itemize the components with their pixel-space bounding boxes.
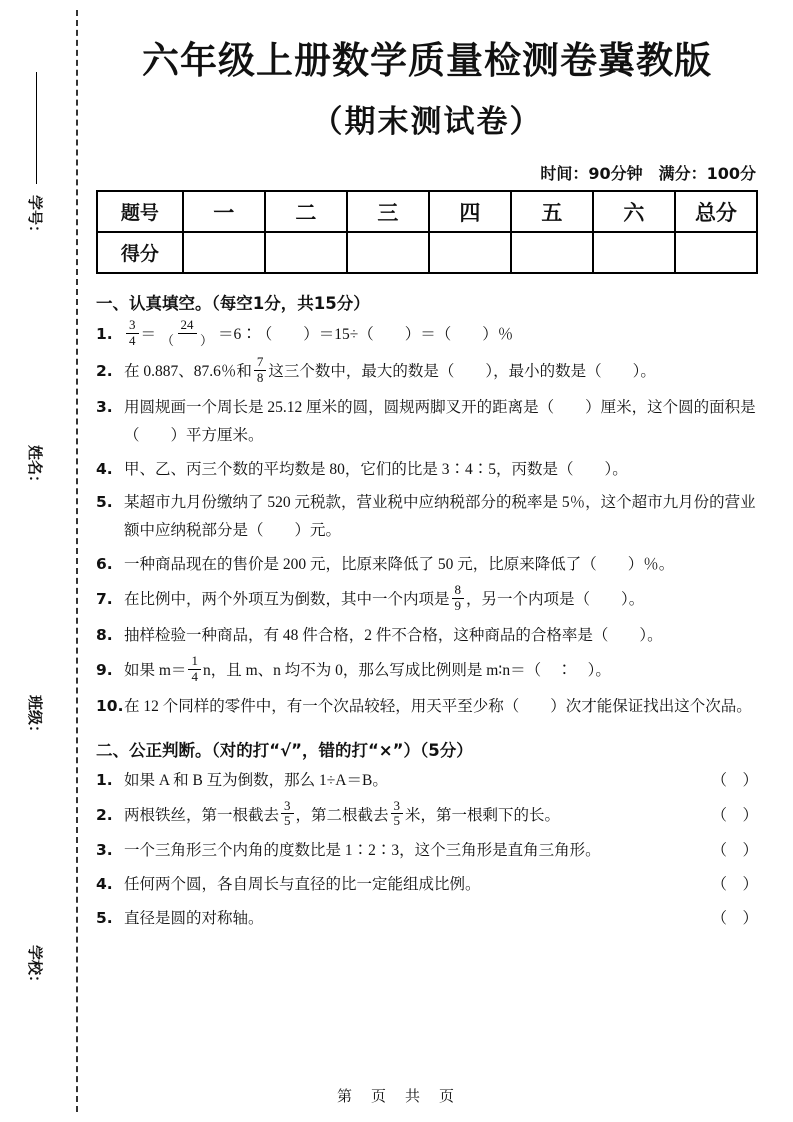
question-section [96,737,758,933]
fraction-denominator: 4 [129,332,136,348]
question-text: 在 12 个同样的零件中，有一个次品较轻，用天平至少称（ ）次才能保证找出这个次品。 [124,697,752,715]
question-item [96,582,758,616]
question-text: 一种商品现在的售价是 200 元，比原来降低了 50 元，比原来降低了（ ）％。 [124,556,675,574]
score-table-empty-cell [675,232,757,273]
score-table-question-column: 一 [183,191,265,232]
binding-dashed-line [76,10,78,1112]
question-section [96,290,758,721]
question-number: 4. [96,875,113,894]
question-number: 7. [96,590,113,609]
score-table-empty-cell [429,232,511,273]
fraction [254,355,267,386]
fraction-denominator: 5 [284,813,291,829]
fraction-numerator: 24 [178,318,197,334]
question-item [96,797,758,832]
question-number: 6. [96,555,113,574]
page-footer: 第 页 共 页 [336,1089,456,1105]
answer-bracket: （ ） [711,771,758,789]
question-number: 5. [96,909,113,928]
question-text: 抽样检验一种商品，有 48 件合格，2 件不合格，这种商品的合格率是（ ）。 [124,626,663,644]
score-table-empty-cell [183,232,265,273]
exam-content [96,0,758,939]
score-table-row-label: 得分 [97,232,183,273]
fraction-numerator: 3 [126,318,139,334]
question-text: 在比例中，两个外项互为倒数，其中一个内项是 $\frac{8}{9}$ ，另一个内项是（ ）。 [124,582,645,614]
exam-title: 六年级上册数学质量检测卷冀教版 [142,39,712,82]
score-table-empty-cell [511,232,593,273]
question-text: 直径是圆的对称轴。 [124,910,264,928]
score-table-question-column: 五 [511,191,593,232]
fraction [452,583,465,614]
answer-bracket: （ ） [711,806,758,824]
binding-margin [0,0,88,1122]
question-item [96,837,758,865]
question-text: 某超市九月份缴纳了 520 元税款，营业税中应纳税部分的税率是 5％，这个超市九月份的营业额中应纳税部分是（ ）元。 [124,494,756,540]
fraction-denominator: 8 [256,369,264,385]
exam-subtitle: （期末测试卷） [311,104,543,140]
score-table-question-column: 三 [347,191,429,232]
fraction [281,799,294,830]
fraction-numerator: 7 [254,355,267,371]
question-text: 甲、乙、丙三个数的平均数是 80，它们的比是 3∶4∶5，丙数是（ ）。 [124,460,628,478]
question-number: 1. [96,770,113,789]
fraction-numerator: 3 [391,799,404,815]
question-item [96,693,758,721]
question-text: 两根铁丝，第一根截去 $\frac{3}{5}$ ，第二根截去 $\frac{3}{5}$ 米，第一根剩下的长。 [124,797,561,829]
score-table-header-row [97,191,757,232]
fraction-denominator: （ ） [161,332,214,348]
margin-label: 学校： [26,945,44,991]
question-number: 4. [96,459,113,478]
score-table-empty-cell [265,232,347,273]
exam-time-score-info: 时间：90分钟 满分：100分 [540,164,756,183]
section-heading: 一、认真填空。（每空1分，共15分） [96,294,370,313]
question-sections [96,290,758,933]
question-item [96,551,758,579]
question-text: 用圆规画一个周长是 25.12 厘米的圆，圆规两脚叉开的距离是（ ）厘米，这个圆的面积是（ ）平方厘米。 [124,398,756,444]
margin-label: 学号： [26,195,44,241]
fraction-numerator: 1 [188,654,201,670]
question-text: 一个三角形三个内角的度数比是 1∶2∶3，这个三角形是直角三角形。 [124,842,601,860]
score-table-question-column: 四 [429,191,511,232]
fraction-numerator: 3 [281,799,294,815]
question-number: 2. [96,805,113,824]
question-text: 如果 m＝ $\frac{1}{4}$ n，且 m、n 均不为 0，那么写成比例则是 m∶n＝（ ∶ ）。 [124,652,611,684]
question-number: 5. [96,493,113,512]
margin-label: 姓名： [26,445,44,491]
fraction [391,799,404,830]
score-table-empty-cell [593,232,675,273]
section-heading: 二、公正判断。（对的打“√”，错的打“×”）（5分） [96,740,473,760]
question-item [96,456,758,484]
question-item [96,905,758,933]
question-item [96,489,758,545]
fraction [158,318,216,349]
score-table-score-row [97,232,757,273]
margin-label: 班级： [26,695,44,741]
question-number: 3. [96,397,113,416]
answer-bracket: （ ） [711,876,758,894]
fraction-denominator: 5 [393,813,401,829]
question-item [96,353,758,388]
answer-bracket: （ ） [711,910,758,928]
question-number: 8. [96,625,113,644]
question-number: 3. [96,841,113,860]
score-table-question-column: 二 [265,191,347,232]
question-text: $\frac{3}{4}$ ＝ $\frac{24}{( )}$ ＝6∶（ ）＝15÷（ ）＝（ ）％ [124,320,758,351]
question-text: 在 0.887、87.6％和 $\frac{7}{8}$ 这三个数中，最大的数是（ ），最小的数是（ ）。 [124,353,656,385]
answer-bracket: （ ） [711,842,758,860]
score-table-empty-cell [347,232,429,273]
fraction-denominator: 9 [454,598,462,614]
question-number: 2. [96,361,113,380]
score-table [96,190,758,274]
question-number: 10. [96,696,124,715]
question-text: 任何两个圆，各自周长与直径的比一定能组成比例。 [124,876,481,894]
fraction [188,654,201,685]
binding-top-line [36,72,37,184]
question-number: 1. [96,325,113,343]
score-table-row-label: 题号 [97,191,183,232]
question-number: 9. [96,660,113,679]
question-item [96,871,758,899]
fraction-numerator: 8 [452,583,465,599]
question-item [96,622,758,650]
question-item [96,394,758,450]
question-item [96,652,758,687]
score-table-question-column: 六 [593,191,675,232]
question-item [96,317,758,351]
score-table-question-column: 总分 [675,191,757,232]
fraction [126,318,139,349]
question-item [96,767,758,795]
fraction-denominator: 4 [191,668,198,684]
question-text: 如果 A 和 B 互为倒数，那么 1÷A＝B。 [124,771,388,789]
